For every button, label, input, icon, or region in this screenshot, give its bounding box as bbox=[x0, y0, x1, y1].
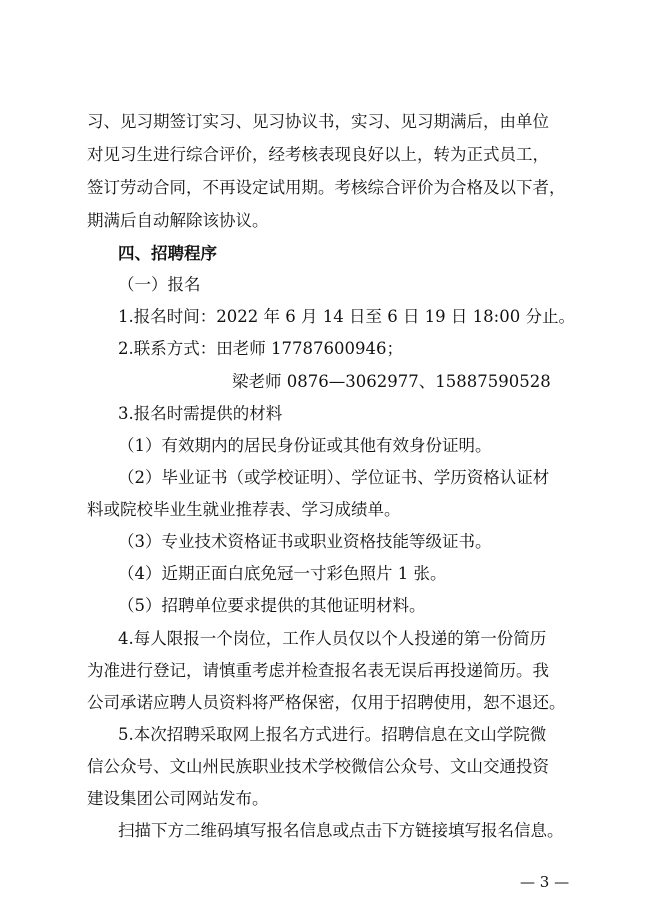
page-number: — 3 — bbox=[520, 873, 570, 891]
subsection-heading: （一）报名 bbox=[118, 275, 201, 294]
contact-info-second: 梁老师 0876—3062977、15887590528 bbox=[232, 372, 551, 391]
registration-time: 1.报名时间：2022 年 6 月 14 日至 6 日 19 日 18:00 分止。 bbox=[118, 307, 575, 326]
material-item: （3）专业技术资格证书或职业资格技能等级证书。 bbox=[118, 532, 492, 551]
paragraph-line: 签订劳动合同，不再设定试用期。考核综合评价为合格及以下者， bbox=[87, 178, 566, 197]
material-item-cont: 料或院校毕业生就业推荐表、学习成绩单。 bbox=[87, 500, 401, 519]
material-item: （2）毕业证书（或学校证明）、学位证书、学历资格认证材 bbox=[118, 468, 550, 487]
material-item: （4）近期正面白底免冠一寸彩色照片 1 张。 bbox=[118, 564, 447, 583]
scan-note: 扫描下方二维码填写报名信息或点击下方链接填写报名信息。 bbox=[118, 821, 564, 840]
paragraph-line: 为准进行登记，请慎重考虑并检查报名表无误后再投递简历。我 bbox=[87, 661, 549, 680]
paragraph-line: 5.本次招聘采取网上报名方式进行。招聘信息在文山学院微 bbox=[118, 725, 547, 744]
section-heading: 四、招聘程序 bbox=[118, 244, 217, 263]
materials-heading: 3.报名时需提供的材料 bbox=[118, 404, 283, 423]
material-item: （1）有效期内的居民身份证或其他有效身份证明。 bbox=[118, 436, 492, 455]
paragraph-line: 公司承诺应聘人员资料将严格保密，仅用于招聘使用，恕不退还。 bbox=[87, 693, 566, 712]
material-item: （5）招聘单位要求提供的其他证明材料。 bbox=[118, 596, 426, 615]
paragraph-line: 习、见习期签订实习、见习协议书，实习、见习期满后，由单位 bbox=[87, 112, 549, 131]
paragraph-line: 建设集团公司网站发布。 bbox=[87, 789, 269, 808]
paragraph-line: 4.每人限报一个岗位，工作人员仅以个人投递的第一份简历 bbox=[118, 629, 547, 648]
contact-info: 2.联系方式：田老师 17787600946； bbox=[118, 339, 403, 358]
paragraph-line: 信公众号、文山州民族职业技术学校微信公众号、文山交通投资 bbox=[87, 757, 549, 776]
paragraph-line: 期满后自动解除该协议。 bbox=[87, 211, 269, 230]
paragraph-line: 对见习生进行综合评价，经考核表现良好以上，转为正式员工， bbox=[87, 145, 549, 164]
